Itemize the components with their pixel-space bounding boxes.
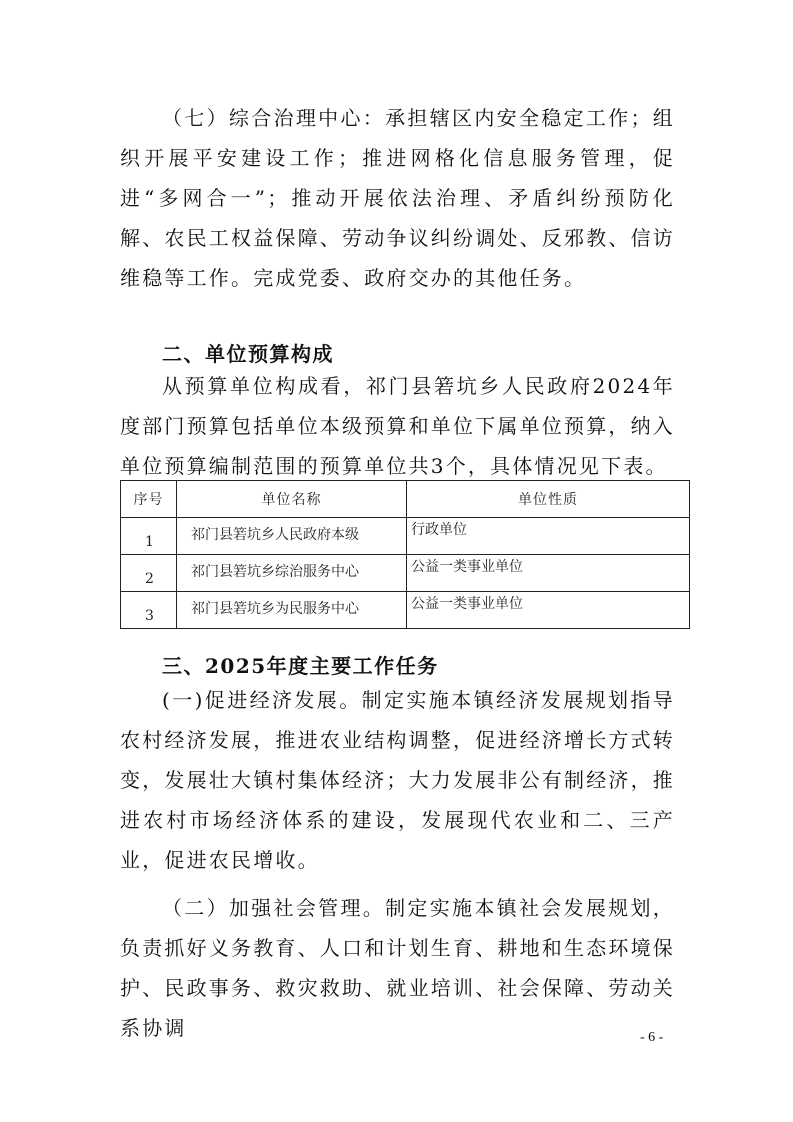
section-seven-paragraph: （七）综合治理中心：承担辖区内安全稳定工作；组织开展平安建设工作；推进网格化信息服务管理，促进“多网合一”；推动开展依法治理、矛盾纠纷预防化解、农民工权益保障、劳动争议纠纷调处、反邪教、信访维稳等工作。完成党委、政府交办的其他任务。 [120, 106, 675, 290]
section-three-item-two: （二）加强社会管理。制定实施本镇社会发展规划，负责抓好义务教育、人口和计划生育、耕地和生态环境保护、民政事务、救灾救助、就业培训、社会保障、劳动关系协调 [120, 896, 675, 1040]
row-no: 1 [145, 534, 154, 550]
header-no: 序号 [121, 481, 177, 518]
row-type: 公益一类事业单位 [411, 559, 523, 575]
table-row [121, 555, 690, 592]
table-row [121, 518, 690, 555]
row-type: 行政单位 [411, 522, 467, 538]
header-name: 单位名称 [177, 481, 407, 518]
section-two-intro: 从预算单位构成看，祁门县箬坑乡人民政府2024年度部门预算包括单位本级预算和单位下属单位预算，纳入单位预算编制范围的预算单位共3个，具体情况见下表。 [120, 374, 675, 478]
header-type: 单位性质 [407, 481, 690, 518]
table-header-row [121, 481, 690, 518]
row-name: 祁门县箬坑乡综治服务中心 [191, 564, 359, 580]
row-name: 祁门县箬坑乡人民政府本级 [191, 527, 359, 543]
section-three-item-one: (一)促进经济发展。制定实施本镇经济发展规划指导农村经济发展，推进农业结构调整，促进经济增长方式转变，发展壮大镇村集体经济；大力发展非公有制经济，推进农村市场经济体系的建设，发展现代农业和二、三产业，促进农民增收。 [120, 688, 675, 872]
row-name: 祁门县箬坑乡为民服务中心 [191, 601, 359, 617]
row-no: 2 [145, 571, 154, 587]
table-row [121, 592, 690, 629]
section-two-heading: 二、单位预算构成 [162, 342, 334, 366]
page-number: - 6 - [640, 1030, 664, 1045]
row-type: 公益一类事业单位 [411, 596, 523, 612]
units-table [120, 480, 690, 629]
section-three-heading: 三、2025年度主要工作任务 [162, 654, 439, 678]
row-no: 3 [145, 608, 154, 624]
